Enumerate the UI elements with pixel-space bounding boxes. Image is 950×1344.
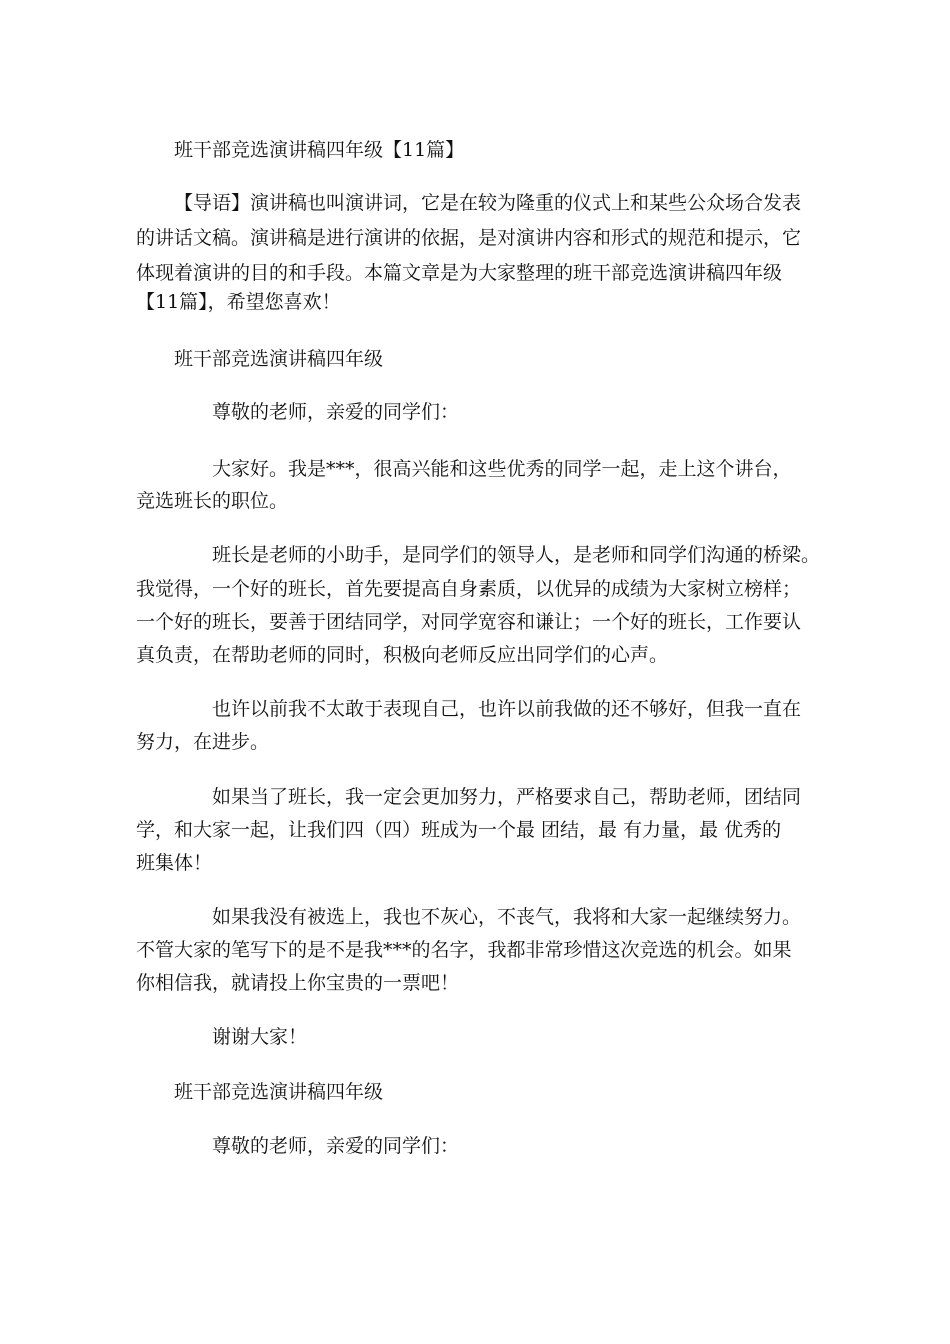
paragraph-line: 竞选班长的职位。 — [136, 490, 289, 512]
paragraph-line: 学，和大家一起，让我们四（四）班成为一个最 团结，最 有力量，最 优秀的 — [136, 819, 782, 841]
paragraph-line: 如果我没有被选上，我也不灰心，不丧气，我将和大家一起继续努力。 — [212, 906, 802, 928]
paragraph-line: 班长是老师的小助手，是同学们的领导人，是老师和同学们沟通的桥梁。 — [212, 544, 821, 566]
paragraph-line: 班集体！ — [136, 852, 213, 874]
paragraph-line: 如果当了班长，我一定会更加努力，严格要求自己，帮助老师，团结同 — [212, 786, 802, 808]
paragraph-line: 你相信我，就请投上你宝贵的一票吧！ — [136, 972, 460, 994]
section-heading: 班干部竞选演讲稿四年级 — [174, 348, 384, 370]
paragraph-line: 真负责，在帮助老师的同时，积极向老师反应出同学们的心声。 — [136, 644, 669, 666]
paragraph-line: 不管大家的笔写下的是不是我***的名字，我都非常珍惜这次竞选的机会。如果 — [136, 939, 792, 961]
greeting: 尊敬的老师，亲爱的同学们： — [212, 1135, 460, 1157]
paragraph-line: 一个好的班长，要善于团结同学，对同学宽容和谦让；一个好的班长，工作要认 — [136, 611, 802, 633]
paragraph-line: 我觉得，一个好的班长，首先要提高自身素质，以优异的成绩为大家树立榜样； — [136, 578, 802, 600]
paragraph-line: 大家好。我是***，很高兴能和这些优秀的同学一起，走上这个讲台， — [212, 458, 792, 480]
intro-line: 体现着演讲的目的和手段。本篇文章是为大家整理的班干部竞选演讲稿四年级 — [136, 262, 783, 284]
intro-line: 【导语】演讲稿也叫演讲词，它是在较为隆重的仪式上和某些公众场合发表 — [174, 192, 802, 214]
paragraph-line: 也许以前我不太敢于表现自己，也许以前我做的还不够好，但我一直在 — [212, 698, 802, 720]
closing: 谢谢大家！ — [212, 1026, 308, 1048]
greeting: 尊敬的老师，亲爱的同学们： — [212, 401, 460, 423]
paragraph-line: 努力，在进步。 — [136, 731, 270, 753]
intro-line: 【11篇】，希望您喜欢！ — [136, 291, 341, 313]
intro-line: 的讲话文稿。演讲稿是进行演讲的依据，是对演讲内容和形式的规范和提示，它 — [136, 227, 802, 249]
section-heading: 班干部竞选演讲稿四年级 — [174, 1081, 384, 1103]
document-title: 班干部竞选演讲稿四年级【11篇】 — [174, 139, 465, 161]
